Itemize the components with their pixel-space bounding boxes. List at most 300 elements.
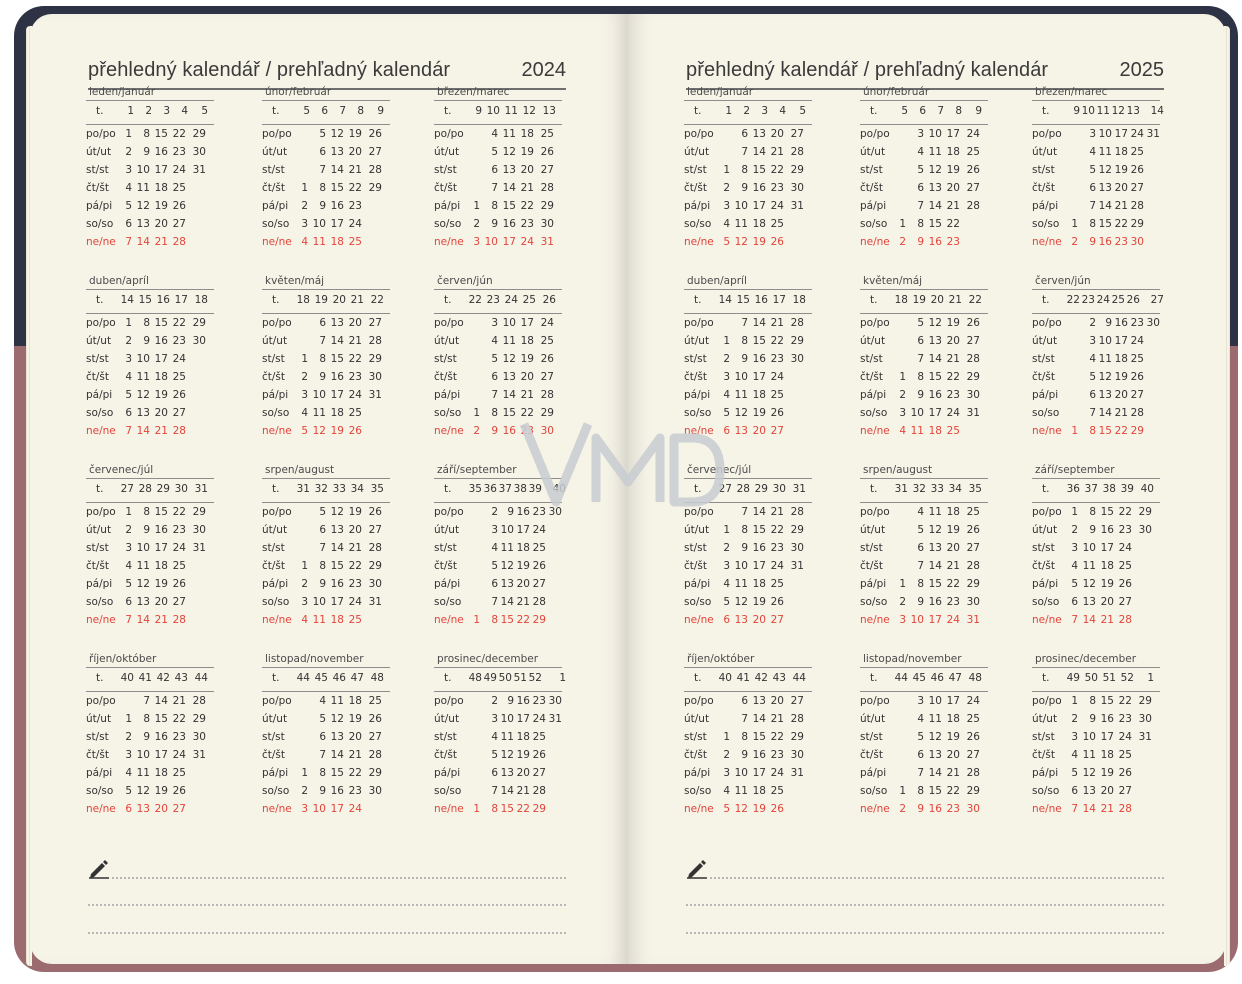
day-number: 13 (330, 731, 344, 743)
day-number: 27 (172, 803, 186, 815)
day-number: 4 (899, 425, 906, 437)
weekday-label: so/so (1032, 785, 1060, 797)
day-number: 10 (910, 407, 924, 419)
month-rule (434, 667, 562, 668)
day-number: 7 (741, 146, 748, 158)
day-number: 31 (548, 713, 562, 725)
day-number: 18 (752, 785, 766, 797)
week-label: t. (694, 672, 702, 684)
weekday-label: čt/št (860, 371, 884, 383)
day-number: 17 (330, 803, 344, 815)
week-number: 14 (718, 294, 732, 306)
weekday-label: ne/ne (684, 236, 714, 248)
day-number: 16 (928, 236, 942, 248)
day-number: 15 (752, 524, 766, 536)
month-name: říjen/október (687, 653, 755, 665)
month-block (684, 86, 834, 256)
day-number: 2 (301, 371, 308, 383)
day-number: 30 (540, 425, 554, 437)
day-number: 3 (723, 200, 730, 212)
day-number: 9 (319, 200, 326, 212)
day-number: 6 (723, 425, 730, 437)
day-number: 28 (192, 695, 206, 707)
week-number: 40 (552, 483, 566, 495)
day-number: 8 (1089, 695, 1096, 707)
day-number: 17 (154, 353, 168, 365)
day-number: 24 (540, 317, 554, 329)
day-number: 12 (928, 524, 942, 536)
week-number: 49 (1066, 672, 1080, 684)
day-number: 4 (301, 614, 308, 626)
day-number: 29 (790, 164, 804, 176)
day-number: 26 (770, 236, 784, 248)
day-number: 26 (770, 596, 784, 608)
week-number: 35 (370, 483, 384, 495)
week-number: 31 (894, 483, 908, 495)
week-number: 24 (504, 294, 518, 306)
day-number: 14 (502, 182, 516, 194)
notes-line[interactable] (88, 932, 566, 934)
weekday-label: pá/pi (86, 389, 113, 401)
day-number: 21 (946, 353, 960, 365)
month-rule (434, 289, 562, 290)
day-number: 1 (723, 164, 730, 176)
day-number: 15 (752, 335, 766, 347)
day-number: 13 (502, 164, 516, 176)
day-number: 30 (790, 353, 804, 365)
week-number: 50 (498, 672, 512, 684)
day-number: 23 (1118, 524, 1132, 536)
month-rule (434, 124, 562, 125)
weekday-label: st/st (262, 353, 285, 365)
month-rule (860, 691, 988, 692)
month-block (860, 275, 1010, 445)
day-number: 4 (491, 731, 498, 743)
day-number: 6 (491, 371, 498, 383)
week-number: 14 (120, 294, 134, 306)
day-number: 23 (172, 146, 186, 158)
day-number: 23 (1130, 317, 1144, 329)
day-number: 22 (946, 578, 960, 590)
day-number: 8 (1089, 506, 1096, 518)
day-number: 23 (348, 200, 362, 212)
weekday-label: st/st (860, 353, 883, 365)
day-number: 24 (966, 128, 980, 140)
week-number: 18 (894, 294, 908, 306)
day-number: 2 (125, 146, 132, 158)
day-number: 24 (532, 713, 546, 725)
day-number: 16 (154, 524, 168, 536)
day-number: 28 (172, 425, 186, 437)
week-number: 17 (772, 294, 786, 306)
day-number: 16 (1114, 317, 1128, 329)
day-number: 8 (319, 182, 326, 194)
day-number: 27 (172, 596, 186, 608)
weekday-label: čt/št (1032, 182, 1056, 194)
day-number: 28 (790, 146, 804, 158)
day-number: 13 (500, 578, 514, 590)
week-number: 18 (296, 294, 310, 306)
weekday-label: ne/ne (262, 236, 292, 248)
weekday-label: so/so (86, 785, 114, 797)
day-number: 28 (540, 389, 554, 401)
day-number: 30 (192, 335, 206, 347)
day-number: 12 (500, 749, 514, 761)
day-number: 12 (928, 317, 942, 329)
day-number: 28 (790, 713, 804, 725)
day-number: 2 (301, 200, 308, 212)
week-number: 5 (901, 105, 908, 117)
day-number: 9 (507, 506, 514, 518)
weekday-label: ne/ne (860, 614, 890, 626)
weekday-label: út/ut (860, 335, 886, 347)
weekday-label: čt/št (86, 560, 110, 572)
day-number: 24 (172, 749, 186, 761)
day-number: 10 (734, 560, 748, 572)
day-number: 17 (1100, 542, 1114, 554)
day-number: 6 (125, 407, 132, 419)
day-number: 7 (491, 785, 498, 797)
day-number: 30 (966, 803, 980, 815)
weekday-label: ne/ne (860, 425, 890, 437)
day-number: 23 (348, 785, 362, 797)
month-rule (262, 289, 390, 290)
weekday-label: út/ut (1032, 335, 1058, 347)
month-name: říjen/október (89, 653, 157, 665)
day-number: 29 (192, 317, 206, 329)
weekday-label: so/so (262, 218, 290, 230)
day-number: 8 (143, 713, 150, 725)
day-number: 19 (752, 407, 766, 419)
weekday-label: so/so (860, 407, 888, 419)
day-number: 21 (348, 164, 362, 176)
day-number: 27 (1118, 596, 1132, 608)
day-number: 14 (136, 614, 150, 626)
day-number: 17 (928, 407, 942, 419)
day-number: 20 (1100, 596, 1114, 608)
month-name: leden/január (687, 86, 754, 98)
day-number: 10 (502, 317, 516, 329)
month-block (1032, 653, 1182, 823)
day-number: 7 (319, 542, 326, 554)
day-number: 15 (154, 128, 168, 140)
day-number: 29 (1138, 695, 1152, 707)
day-number: 17 (752, 767, 766, 779)
week-number: 9 (1073, 105, 1080, 117)
day-number: 28 (1130, 407, 1144, 419)
weekday-label: čt/št (86, 749, 110, 761)
month-name: září/september (1035, 464, 1115, 476)
month-rule (434, 691, 562, 692)
week-number: 44 (792, 672, 806, 684)
weekday-label: po/po (86, 317, 116, 329)
day-number: 26 (172, 200, 186, 212)
day-number: 12 (330, 506, 344, 518)
week-number: 40 (718, 672, 732, 684)
weekday-label: čt/št (434, 560, 458, 572)
day-number: 25 (540, 128, 554, 140)
week-number: 28 (138, 483, 152, 495)
notes-line[interactable] (710, 877, 1164, 879)
day-number: 8 (319, 353, 326, 365)
day-number: 20 (770, 695, 784, 707)
day-number: 22 (770, 164, 784, 176)
week-number: 27 (718, 483, 732, 495)
day-number: 1 (301, 560, 308, 572)
weekday-label: po/po (434, 128, 464, 140)
weekday-label: út/ut (86, 335, 112, 347)
day-number: 5 (723, 803, 730, 815)
weekday-label: ne/ne (684, 803, 714, 815)
notes-line[interactable] (88, 904, 566, 906)
day-number: 6 (1089, 182, 1096, 194)
day-number: 19 (516, 560, 530, 572)
day-number: 8 (917, 371, 924, 383)
weekday-label: út/ut (86, 713, 112, 725)
page-title: přehledný kalendář / prehľadný kalendár (88, 59, 451, 81)
day-number: 2 (1071, 524, 1078, 536)
weekday-label: st/st (684, 542, 707, 554)
month-rule (860, 124, 988, 125)
month-rule (860, 502, 988, 503)
day-number: 7 (491, 389, 498, 401)
day-number: 5 (319, 506, 326, 518)
month-name: březen/marec (1035, 86, 1108, 98)
month-rule (86, 691, 214, 692)
day-number: 23 (770, 749, 784, 761)
day-number: 5 (125, 200, 132, 212)
day-number: 4 (1071, 560, 1078, 572)
day-number: 19 (946, 731, 960, 743)
week-number: 36 (1066, 483, 1080, 495)
day-number: 8 (1089, 425, 1096, 437)
day-number: 26 (368, 128, 382, 140)
week-label: t. (870, 672, 878, 684)
day-number: 10 (312, 389, 326, 401)
day-number: 1 (723, 524, 730, 536)
day-number: 17 (502, 236, 516, 248)
day-number: 13 (928, 542, 942, 554)
day-number: 10 (1082, 731, 1096, 743)
day-number: 29 (790, 731, 804, 743)
week-number: 5 (201, 105, 208, 117)
month-rule (860, 667, 988, 668)
weekday-label: pá/pi (434, 389, 461, 401)
day-number: 25 (532, 731, 546, 743)
day-number: 21 (946, 560, 960, 572)
day-number: 3 (1071, 731, 1078, 743)
day-number: 15 (928, 218, 942, 230)
day-number: 1 (1071, 506, 1078, 518)
day-number: 6 (917, 542, 924, 554)
month-rule (434, 100, 562, 101)
week-number: 42 (156, 672, 170, 684)
week-number: 39 (528, 483, 542, 495)
day-number: 29 (540, 200, 554, 212)
day-number: 5 (319, 128, 326, 140)
month-name: leden/január (89, 86, 156, 98)
day-number: 11 (502, 128, 516, 140)
day-number: 1 (301, 182, 308, 194)
day-number: 22 (770, 524, 784, 536)
day-number: 7 (125, 236, 132, 248)
weekday-label: po/po (684, 506, 714, 518)
month-name: listopad/november (265, 653, 364, 665)
day-number: 18 (516, 542, 530, 554)
day-number: 5 (491, 749, 498, 761)
day-number: 2 (473, 425, 480, 437)
day-number: 1 (1071, 425, 1078, 437)
day-number: 25 (1118, 749, 1132, 761)
day-number: 14 (752, 506, 766, 518)
weekday-label: so/so (1032, 596, 1060, 608)
day-number: 12 (330, 713, 344, 725)
day-number: 10 (1082, 542, 1096, 554)
day-number: 23 (172, 335, 186, 347)
day-number: 18 (946, 146, 960, 158)
month-rule (86, 289, 214, 290)
day-number: 13 (752, 128, 766, 140)
week-number: 19 (314, 294, 328, 306)
day-number: 18 (1114, 353, 1128, 365)
day-number: 30 (548, 506, 562, 518)
day-number: 19 (946, 524, 960, 536)
weekday-label: so/so (1032, 407, 1060, 419)
notes-line[interactable] (686, 932, 1164, 934)
day-number: 15 (330, 767, 344, 779)
day-number: 3 (917, 128, 924, 140)
day-number: 19 (752, 596, 766, 608)
day-number: 27 (1130, 182, 1144, 194)
weekday-label: út/ut (1032, 146, 1058, 158)
day-number: 11 (928, 146, 942, 158)
day-number: 8 (491, 407, 498, 419)
weekday-label: pá/pi (684, 767, 711, 779)
weekday-label: čt/št (434, 182, 458, 194)
month-rule (1032, 100, 1160, 101)
weekday-label: so/so (1032, 218, 1060, 230)
month-name: červenec/júl (89, 464, 154, 476)
day-number: 10 (312, 803, 326, 815)
weekday-label: pá/pi (1032, 200, 1059, 212)
day-number: 21 (770, 713, 784, 725)
day-number: 4 (917, 506, 924, 518)
day-number: 24 (348, 596, 362, 608)
day-number: 24 (172, 542, 186, 554)
day-number: 8 (917, 218, 924, 230)
day-number: 12 (330, 128, 344, 140)
day-number: 31 (368, 389, 382, 401)
month-rule (262, 691, 390, 692)
day-number: 9 (319, 578, 326, 590)
week-number: 13 (542, 105, 556, 117)
day-number: 12 (1082, 578, 1096, 590)
day-number: 18 (520, 128, 534, 140)
day-number: 3 (723, 767, 730, 779)
day-number: 20 (516, 578, 530, 590)
weekday-label: st/st (262, 542, 285, 554)
weekday-label: ne/ne (262, 425, 292, 437)
day-number: 10 (136, 542, 150, 554)
day-number: 29 (966, 578, 980, 590)
day-number: 9 (741, 182, 748, 194)
day-number: 10 (136, 353, 150, 365)
week-number: 39 (1120, 483, 1134, 495)
month-block (262, 464, 412, 634)
day-number: 26 (172, 389, 186, 401)
day-number: 2 (723, 749, 730, 761)
weekday-label: po/po (262, 506, 292, 518)
weekday-label: pá/pi (262, 200, 289, 212)
day-number: 7 (741, 506, 748, 518)
weekday-label: po/po (860, 317, 890, 329)
day-number: 19 (154, 200, 168, 212)
day-number: 25 (966, 713, 980, 725)
weekday-label: út/ut (434, 146, 460, 158)
day-number: 3 (473, 236, 480, 248)
week-number: 38 (1102, 483, 1116, 495)
day-number: 20 (154, 803, 168, 815)
weekday-label: út/ut (434, 335, 460, 347)
weekday-label: čt/št (1032, 749, 1056, 761)
day-number: 28 (790, 317, 804, 329)
day-number: 25 (946, 425, 960, 437)
day-number: 15 (502, 407, 516, 419)
week-number: 3 (761, 105, 768, 117)
page-title: přehledný kalendář / prehľadný kalendár (686, 59, 1049, 81)
weekday-label: st/st (1032, 731, 1055, 743)
day-number: 25 (770, 578, 784, 590)
day-number: 16 (154, 146, 168, 158)
day-number: 2 (899, 803, 906, 815)
day-number: 21 (172, 695, 186, 707)
day-number: 8 (491, 200, 498, 212)
notes-line[interactable] (112, 877, 566, 879)
day-number: 3 (301, 596, 308, 608)
day-number: 15 (330, 560, 344, 572)
day-number: 14 (330, 164, 344, 176)
day-number: 30 (966, 389, 980, 401)
day-number: 12 (136, 785, 150, 797)
day-number: 29 (368, 767, 382, 779)
weekday-label: út/ut (860, 146, 886, 158)
day-number: 19 (330, 425, 344, 437)
notes-line[interactable] (686, 904, 1164, 906)
day-number: 26 (172, 785, 186, 797)
month-block (86, 464, 236, 634)
week-number: 8 (357, 105, 364, 117)
week-label: t. (1042, 294, 1050, 306)
day-number: 1 (899, 578, 906, 590)
weekday-label: út/ut (262, 335, 288, 347)
day-number: 26 (966, 164, 980, 176)
weekday-label: so/so (434, 407, 462, 419)
week-number: 30 (772, 483, 786, 495)
day-number: 22 (1114, 218, 1128, 230)
day-number: 28 (966, 560, 980, 572)
day-number: 30 (1146, 317, 1160, 329)
day-number: 25 (770, 389, 784, 401)
day-number: 25 (1130, 353, 1144, 365)
weekday-label: čt/št (860, 182, 884, 194)
month-name: únor/február (863, 86, 930, 98)
weekday-label: čt/št (86, 371, 110, 383)
day-number: 23 (520, 218, 534, 230)
day-number: 26 (770, 803, 784, 815)
day-number: 13 (734, 425, 748, 437)
day-number: 19 (1114, 164, 1128, 176)
day-number: 15 (1100, 506, 1114, 518)
